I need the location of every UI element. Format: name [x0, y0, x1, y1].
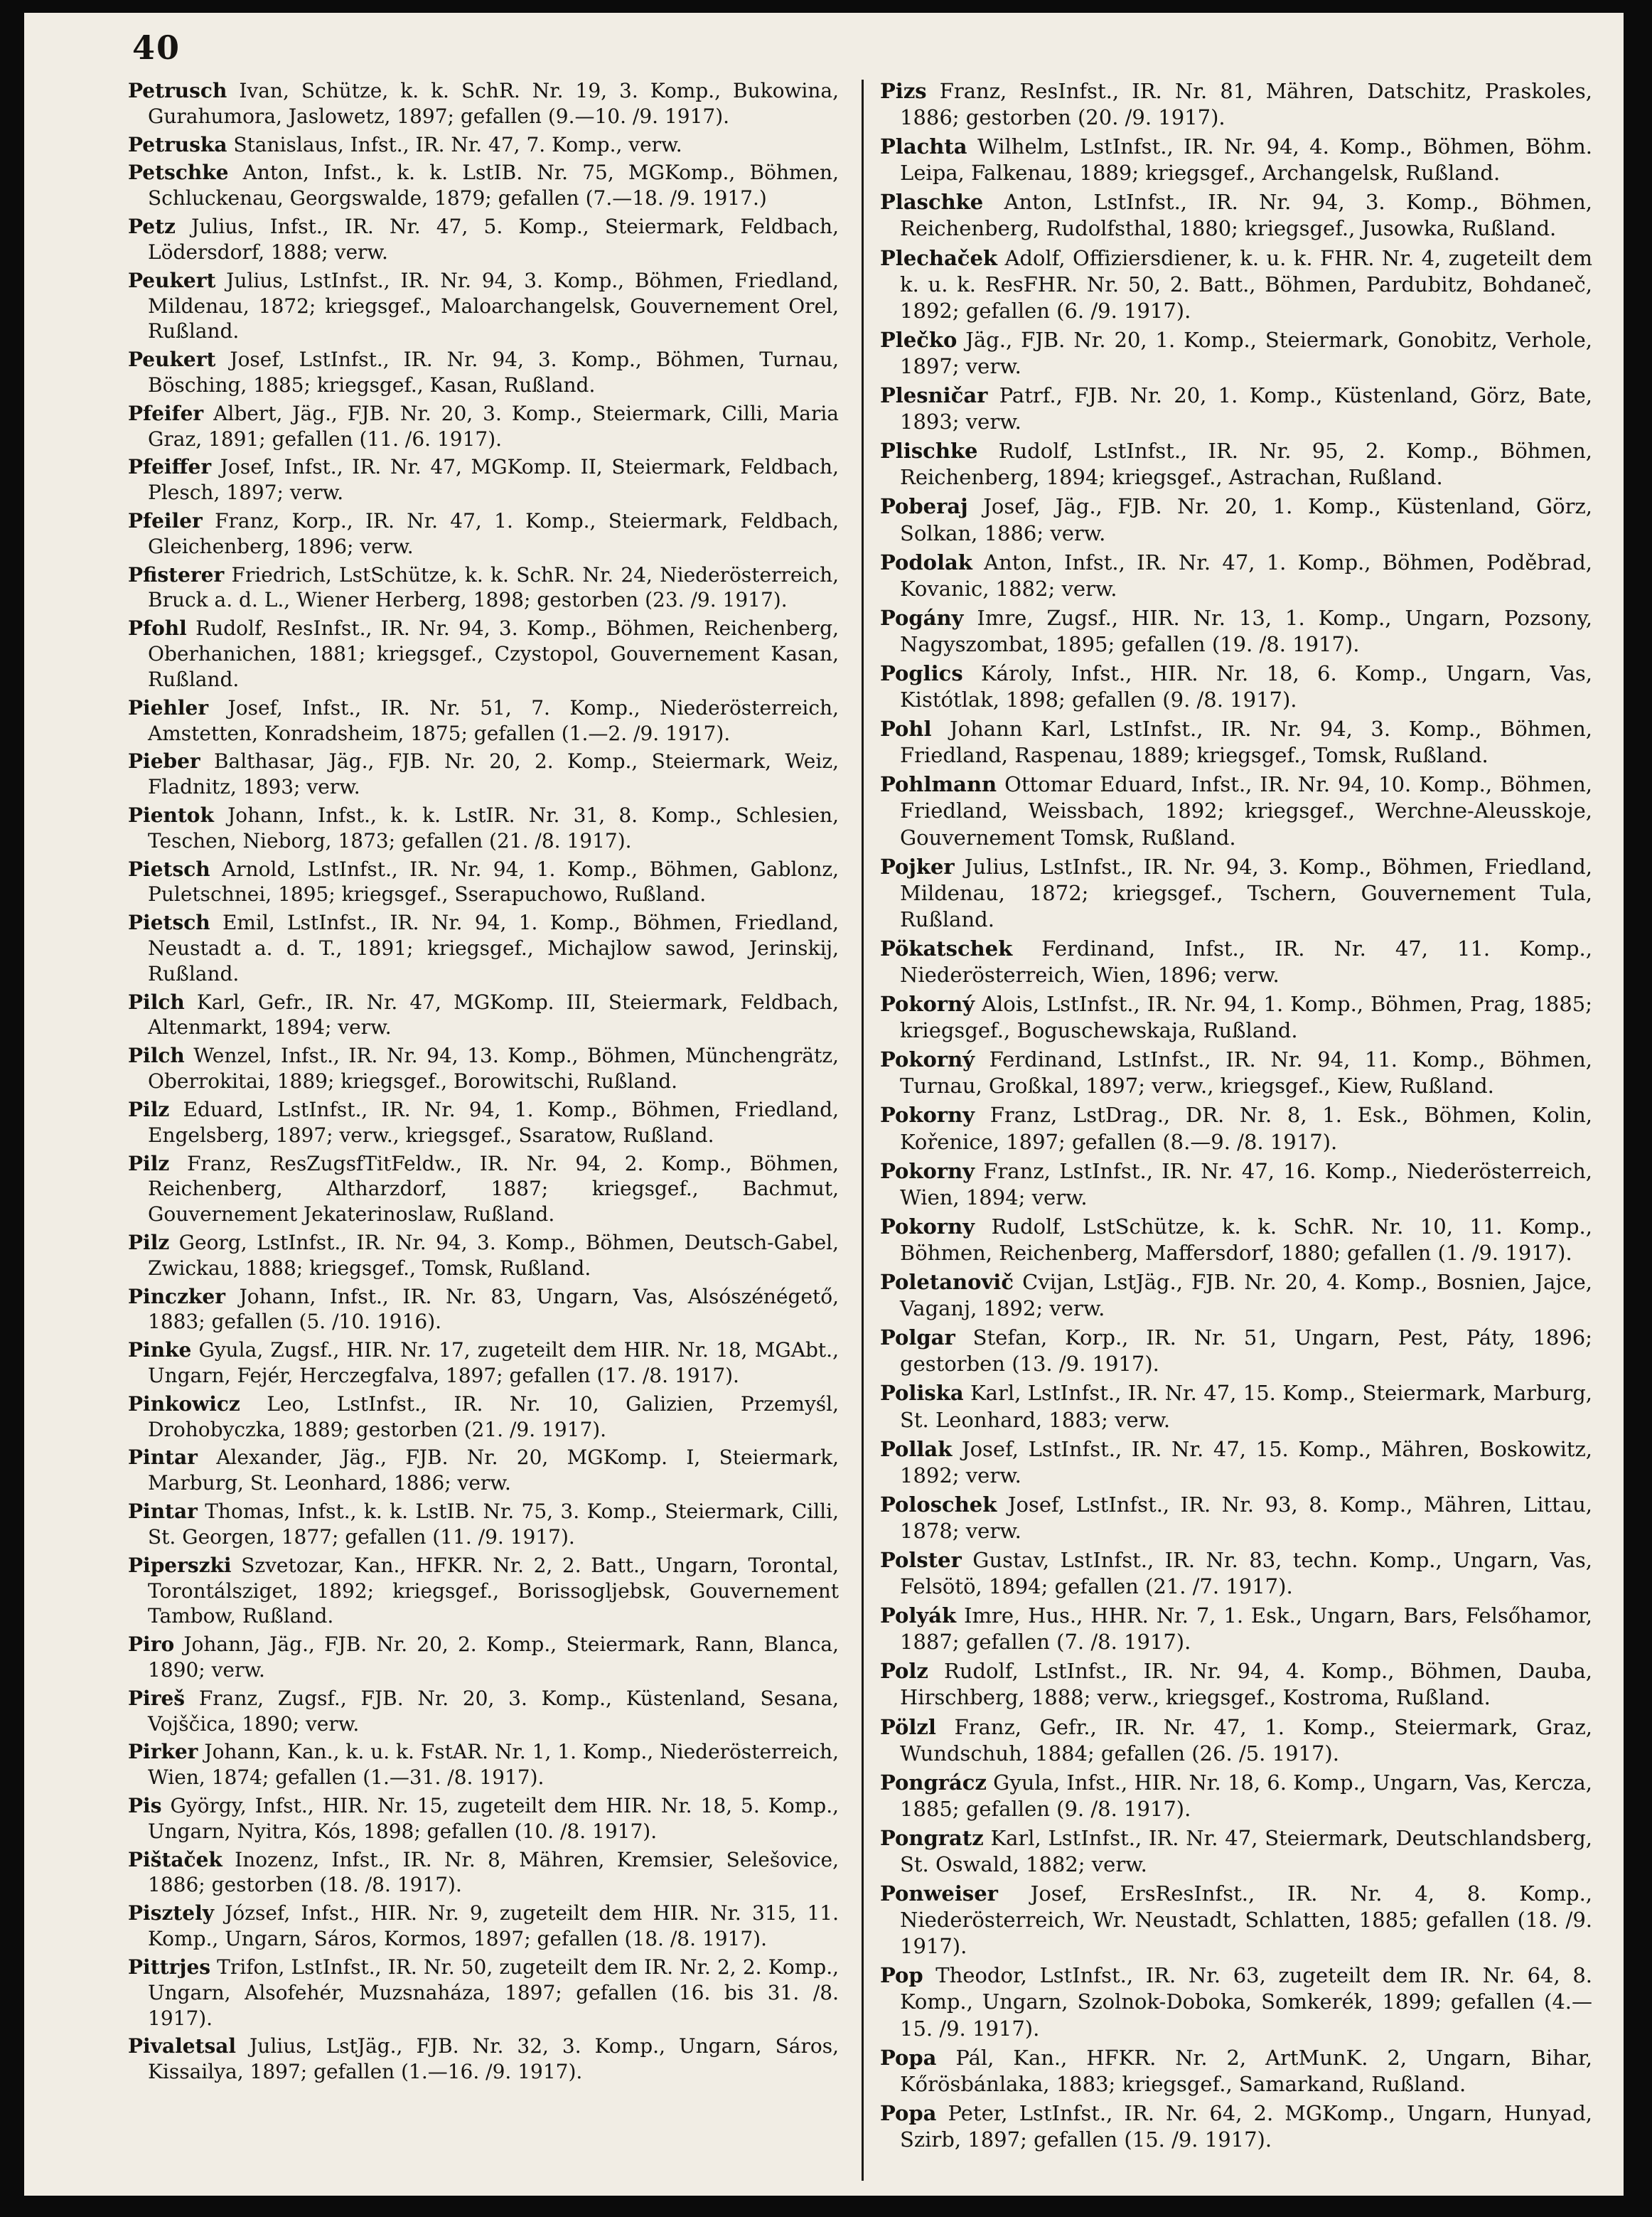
- list-entry: [128, 1793, 839, 1844]
- list-entry: [128, 1499, 839, 1550]
- list-entry: [880, 661, 1592, 713]
- entry-surname: Pokorný: [880, 992, 975, 1017]
- entry-surname: Pilz: [128, 1230, 170, 1254]
- entry-surname: Pokorny: [880, 1214, 975, 1239]
- list-entry: [880, 2100, 1592, 2153]
- entry-details: Inozenz, Infst., IR. Nr. 8, Mähren, Kremsier, Selešovice, 1886; gestorben (18. /8. 1917).: [148, 1847, 839, 1897]
- entry-surname: Pfohl: [128, 616, 187, 641]
- entry-surname: Pokorný: [880, 1047, 975, 1072]
- entry-details: Stefan, Korp., IR. Nr. 51, Ungarn, Pest, Páty, 1896; gestorben (13. /9. 1917).: [900, 1325, 1592, 1377]
- list-entry: [880, 1214, 1592, 1266]
- entry-surname: Polster: [880, 1547, 962, 1572]
- entry-details: Josef, Infst., IR. Nr. 51, 7. Komp., Niederösterreich, Amstetten, Konradsheim, 1875; gefallen (1.—2. /9. 1917).: [148, 695, 839, 745]
- entry-surname: Pokorny: [880, 1103, 975, 1128]
- list-entry: [880, 327, 1592, 380]
- entry-surname: Poliska: [880, 1381, 964, 1406]
- list-entry: [128, 1151, 839, 1227]
- entry-details: Julius, Infst., IR. Nr. 47, 5. Komp., Steiermark, Feldbach, Lödersdorf, 1888; verw.: [148, 215, 839, 264]
- entry-details: Thomas, Infst., k. k. LstIB. Nr. 75, 3. Komp., Steiermark, Cilli, St. Georgen, 1877; gefallen (11. /9. 1917).: [148, 1500, 839, 1549]
- entry-surname: Pölzl: [880, 1714, 936, 1739]
- entry-details: Eduard, LstInfst., IR. Nr. 94, 1. Komp., Böhmen, Friedland, Engelsberg, 1897; verw., kriegsgef., Ssaratow, Rußland.: [148, 1097, 839, 1147]
- list-entry: [128, 857, 839, 908]
- entry-details: Peter, LstInfst., IR. Nr. 64, 2. MGKomp., Ungarn, Hunyad, Szirb, 1897; gefallen (15. /9. 1917).: [900, 2100, 1592, 2152]
- list-entry: [128, 910, 839, 986]
- entry-surname: Polyák: [880, 1603, 957, 1628]
- list-entry: [128, 214, 839, 265]
- entry-surname: Pohl: [880, 717, 932, 742]
- entry-details: György, Infst., HIR. Nr. 15, zugeteilt dem HIR. Nr. 18, 5. Komp., Ungarn, Nyitra, Kós, 1898; gefallen (10. /8. 1917).: [148, 1794, 839, 1843]
- entry-details: Emil, LstInfst., IR. Nr. 94, 1. Komp., Böhmen, Friedland, Neustadt a. d. T., 1891; kriegsgef., Michajlow sawod, Jerinskij, Rußland.: [148, 911, 839, 985]
- list-entry: [880, 1881, 1592, 1960]
- entry-surname: Poberaj: [880, 494, 968, 519]
- entry-surname: Pinke: [128, 1338, 192, 1362]
- entry-details: Josef, Infst., IR. Nr. 47, MGKomp. II, Steiermark, Feldbach, Plesch, 1897; verw.: [148, 455, 839, 505]
- entry-surname: Plaschke: [880, 190, 984, 215]
- entry-surname: Pinczker: [128, 1284, 225, 1308]
- entry-surname: Pietsch: [128, 911, 210, 935]
- entry-details: Karl, LstInfst., IR. Nr. 47, 15. Komp., Steiermark, Marburg, St. Leonhard, 1883; verw.: [900, 1381, 1593, 1432]
- list-entry: [880, 245, 1592, 324]
- list-entry: [128, 616, 839, 692]
- entry-details: Josef, LstInfst., IR. Nr. 94, 3. Komp., Böhmen, Turnau, Bösching, 1885; kriegsgef., Kasan, Rußland.: [148, 348, 839, 397]
- entry-details: Karl, Gefr., IR. Nr. 47, MGKomp. III, Steiermark, Feldbach, Altenmarkt, 1894; verw.: [148, 990, 839, 1040]
- entry-surname: Polz: [880, 1659, 928, 1684]
- entry-surname: Ponweiser: [880, 1881, 998, 1906]
- list-entry: [128, 1337, 839, 1389]
- entry-details: Gustav, LstInfst., IR. Nr. 83, techn. Komp., Ungarn, Vas, Felsötö, 1894; gefallen (21. /7. 1917).: [900, 1547, 1593, 1599]
- entry-surname: Poglics: [880, 661, 963, 685]
- list-entry: [128, 803, 839, 854]
- entry-details: Albert, Jäg., FJB. Nr. 20, 3. Komp., Steiermark, Cilli, Maria Graz, 1891; gefallen (11. /6. 1917).: [148, 401, 839, 451]
- entry-surname: Petruska: [128, 132, 227, 156]
- entry-surname: Pilz: [128, 1151, 170, 1175]
- entry-details: Cvijan, LstJäg., FJB. Nr. 20, 4. Komp., Bosnien, Jajce, Vaganj, 1892; verw.: [900, 1270, 1593, 1321]
- list-entry: [128, 695, 839, 747]
- entry-details: Alois, LstInfst., IR. Nr. 94, 1. Komp., Böhmen, Prag, 1885; kriegsgef., Boguschewskaja, Rußland.: [900, 992, 1592, 1043]
- entry-details: Georg, LstInfst., IR. Nr. 94, 3. Komp., Böhmen, Deutsch-Gabel, Zwickau, 1888; kriegsgef., Tomsk, Rußland.: [148, 1230, 839, 1280]
- entry-details: Johann Karl, LstInfst., IR. Nr. 94, 3. Komp., Böhmen, Friedland, Raspenau, 1889; kriegsgef., Tomsk, Rußland.: [900, 717, 1593, 768]
- entry-surname: Piehler: [128, 695, 209, 720]
- entry-surname: Pilch: [128, 1044, 185, 1068]
- entry-details: Julius, LstInfst., IR. Nr. 94, 3. Komp., Böhmen, Friedland, Mildenau, 1872; kriegsgef., Tschern, Gouvernement Tula, Rußland.: [900, 854, 1593, 931]
- list-entry: [128, 1739, 839, 1790]
- page-number: 40: [132, 28, 181, 67]
- list-entry: [128, 160, 839, 211]
- entry-details: Franz, LstInfst., IR. Nr. 47, 16. Komp., Niederösterreich, Wien, 1894; verw.: [900, 1158, 1592, 1209]
- list-entry: [880, 716, 1592, 769]
- list-entry: [880, 1658, 1592, 1711]
- list-entry: [880, 78, 1592, 131]
- entry-details: Anton, Infst., k. k. LstIB. Nr. 75, MGKomp., Böhmen, Schluckenau, Georgswalde, 1879; gefallen (7.—18. /9. 1917.): [148, 161, 839, 210]
- entry-surname: Pittrjes: [128, 1955, 211, 1979]
- list-entry: [880, 438, 1592, 491]
- right-column: [880, 78, 1592, 2156]
- entry-surname: Pop: [880, 1963, 923, 1988]
- entry-details: Rudolf, LstInfst., IR. Nr. 95, 2. Komp., Böhmen, Reichenberg, 1894; kriegsgef., Astrachan, Rußland.: [900, 439, 1593, 490]
- entry-surname: Petschke: [128, 161, 229, 185]
- entry-surname: Pökatschek: [880, 936, 1013, 961]
- entry-details: Josef, ErsResInfst., IR. Nr. 4, 8. Komp., Niederösterreich, Wr. Neustadt, Schlatten, 1885; gefallen (18. /9. 1917).: [900, 1881, 1593, 1959]
- entry-details: Imre, Hus., HHR. Nr. 7, 1. Esk., Ungarn, Bars, Felsőhamor, 1887; gefallen (7. /8. 1917).: [900, 1603, 1593, 1655]
- entry-details: Franz, ResInfst., IR. Nr. 81, Mähren, Datschitz, Praskoles, 1886; gestorben (20. /9. 1917).: [900, 79, 1593, 130]
- entry-surname: Pizs: [880, 79, 927, 103]
- entry-surname: Pis: [128, 1794, 162, 1817]
- entry-details: Leo, LstInfst., IR. Nr. 10, Galizien, Przemyśl, Drohobyczka, 1889; gestorben (21. /9. 1917).: [148, 1391, 839, 1441]
- list-entry: [880, 1269, 1592, 1322]
- entry-surname: Pinkowicz: [128, 1391, 240, 1416]
- list-entry: [128, 454, 839, 506]
- entry-details: Ferdinand, LstInfst., IR. Nr. 94, 11. Komp., Böhmen, Turnau, Großkal, 1897; verw., kriegsgef., Kiew, Rußland.: [900, 1047, 1593, 1099]
- entry-details: Johann, Infst., k. k. LstIR. Nr. 31, 8. Komp., Schlesien, Teschen, Nieborg, 1873; gefallen (21. /8. 1917).: [148, 803, 839, 853]
- list-entry: [880, 1325, 1592, 1377]
- list-entry: [880, 1603, 1592, 1655]
- list-entry: [128, 1284, 839, 1335]
- entry-surname: Pohlmann: [880, 772, 997, 797]
- list-entry: [128, 1686, 839, 1737]
- entry-details: Patrf., FJB. Nr. 20, 1. Komp., Küstenland, Görz, Bate, 1893; verw.: [900, 383, 1592, 434]
- entry-details: Ivan, Schütze, k. k. SchR. Nr. 19, 3. Komp., Bukowina, Gurahumora, Jaslowetz, 1897; gefallen (9.—10. /9. 1917).: [148, 79, 839, 128]
- entry-details: Anton, LstInfst., IR. Nr. 94, 3. Komp., Böhmen, Reichenberg, Rudolfsthal, 1880; kriegsgef., Jusowka, Rußland.: [900, 190, 1592, 241]
- entry-details: Jäg., FJB. Nr. 20, 1. Komp., Steiermark, Gonobitz, Verhole, 1897; verw.: [900, 327, 1592, 378]
- entry-surname: Plachta: [880, 134, 967, 159]
- list-entry: [128, 1847, 839, 1898]
- entry-details: Pál, Kan., HFKR. Nr. 2, ArtMunK. 2, Ungarn, Bihar, Kőrösbánlaka, 1883; kriegsgef., Samarkand, Rußland.: [900, 2045, 1593, 2096]
- entry-details: Arnold, LstInfst., IR. Nr. 94, 1. Komp., Böhmen, Gablonz, Puletschnei, 1895; kriegsgef., Sserapuchowo, Rußland.: [148, 857, 839, 907]
- entry-surname: Poletanovič: [880, 1270, 1014, 1295]
- list-entry: [880, 189, 1592, 242]
- entry-details: Julius, LstJäg., FJB. Nr. 32, 3. Komp., Ungarn, Sáros, Kissailya, 1897; gefallen (1.—16. /9. 1917).: [148, 2034, 839, 2084]
- list-entry: [880, 493, 1592, 546]
- entry-surname: Piperszki: [128, 1553, 232, 1577]
- list-entry: [880, 1825, 1592, 1878]
- list-entry: [128, 1553, 839, 1629]
- list-entry: [880, 134, 1592, 186]
- entry-details: Trifon, LstInfst., IR. Nr. 50, zugeteilt dem IR. Nr. 2, 2. Komp., Ungarn, Alsofehér, Muzsnaháza, 1897; gefallen (16. bis 31. /8. 1917).: [148, 1955, 839, 2030]
- left-column: [128, 78, 839, 2088]
- entry-details: Franz, Gefr., IR. Nr. 47, 1. Komp., Steiermark, Graz, Wundschuh, 1884; gefallen (26. /5. 1917).: [900, 1714, 1592, 1765]
- entry-surname: Pfeiler: [128, 509, 203, 533]
- entry-details: Karl, LstInfst., IR. Nr. 47, Steiermark, Deutschlandsberg, St. Oswald, 1882; verw.: [900, 1825, 1592, 1876]
- list-entry: [880, 2045, 1592, 2098]
- list-entry: [128, 132, 839, 158]
- entry-surname: Pojker: [880, 854, 955, 879]
- entry-surname: Pfeifer: [128, 401, 204, 425]
- entry-details: Franz, Korp., IR. Nr. 47, 1. Komp., Steiermark, Feldbach, Gleichenberg, 1896; verw.: [148, 509, 839, 558]
- entry-surname: Piro: [128, 1633, 175, 1657]
- list-entry: [880, 383, 1592, 435]
- entry-details: Josef, LstInfst., IR. Nr. 93, 8. Komp., Mähren, Littau, 1878; verw.: [900, 1492, 1593, 1543]
- list-entry: [880, 1547, 1592, 1600]
- entry-surname: Plischke: [880, 439, 978, 464]
- entry-surname: Plechaček: [880, 245, 998, 270]
- entry-details: Friedrich, LstSchütze, k. k. SchR. Nr. 24, Niederösterreich, Bruck a. d. L., Wiener Herberg, 1898; gestorben (23. /9. 1917).: [148, 562, 839, 612]
- entry-details: Anton, Infst., IR. Nr. 47, 1. Komp., Böhmen, Poděbrad, Kovanic, 1882; verw.: [900, 550, 1593, 601]
- entry-details: Rudolf, LstSchütze, k. k. SchR. Nr. 10, 11. Komp., Böhmen, Reichenberg, Maffersdorf, 1880; gefallen (1. /9. 1917).: [900, 1214, 1592, 1265]
- entry-surname: Pisztely: [128, 1901, 215, 1925]
- entry-surname: Pfisterer: [128, 562, 225, 587]
- list-entry: [128, 1955, 839, 2031]
- entry-surname: Pongratz: [880, 1825, 984, 1850]
- list-entry: [128, 1230, 839, 1281]
- entry-surname: Pilch: [128, 990, 185, 1014]
- list-entry: [880, 991, 1592, 1044]
- list-entry: [128, 1391, 839, 1443]
- list-entry: [128, 2034, 839, 2085]
- list-entry: [128, 562, 839, 614]
- entry-details: Károly, Infst., HIR. Nr. 18, 6. Komp., Ungarn, Vas, Kistótlak, 1898; gefallen (9. /8. 1917).: [900, 661, 1592, 712]
- entry-details: Theodor, LstInfst., IR. Nr. 63, zugeteilt dem IR. Nr. 64, 8. Komp., Ungarn, Szolnok-Doboka, Somkerék, 1899; gefallen (4.—15. /9. 1917).: [900, 1963, 1592, 2041]
- entry-surname: Pilz: [128, 1097, 170, 1121]
- list-entry: [128, 347, 839, 398]
- entry-surname: Pietsch: [128, 857, 210, 881]
- entry-surname: Petrusch: [128, 79, 227, 102]
- list-entry: [880, 936, 1592, 988]
- list-entry: [128, 508, 839, 560]
- list-entry: [128, 78, 839, 129]
- entry-surname: Pireš: [128, 1686, 186, 1710]
- entry-details: Stanislaus, Infst., IR. Nr. 47, 7. Komp., verw.: [233, 132, 682, 156]
- entry-details: Johann, Kan., k. u. k. FstAR. Nr. 1, 1. Komp., Niederösterreich, Wien, 1874; gefallen (1.—31. /8. 1917).: [148, 1740, 839, 1790]
- entry-surname: Pollak: [880, 1436, 953, 1461]
- entry-surname: Pokorny: [880, 1158, 975, 1183]
- entry-surname: Pintar: [128, 1500, 198, 1524]
- entry-surname: Pivaletsal: [128, 2034, 237, 2058]
- entry-details: Franz, Zugsf., FJB. Nr. 20, 3. Komp., Küstenland, Sesana, Vojščica, 1890; verw.: [148, 1686, 840, 1736]
- entry-surname: Pieber: [128, 749, 200, 774]
- list-entry: [128, 749, 839, 800]
- entry-surname: Peukert: [128, 348, 216, 372]
- entry-details: Ottomar Eduard, Infst., IR. Nr. 94, 10. Komp., Böhmen, Friedland, Weissbach, 1892; kriegsgef., Werchne-Aleusskoje, Gouvernement Tomsk, Rußland.: [900, 772, 1593, 850]
- entry-details: Franz, LstDrag., DR. Nr. 8, 1. Esk., Böhmen, Kolin, Kořenice, 1897; gefallen (8.—9. /8. 1917).: [900, 1103, 1592, 1154]
- column-divider: [862, 80, 864, 2181]
- entry-details: Julius, LstInfst., IR. Nr. 94, 3. Komp., Böhmen, Friedland, Mildenau, 1872; kriegsgef., Maloarchangelsk, Gouvernement Orel, Rußland.: [148, 268, 840, 343]
- list-entry: [128, 990, 839, 1041]
- entry-details: Johann, Infst., IR. Nr. 83, Ungarn, Vas, Alsószénégető, 1883; gefallen (5. /10. 1916).: [148, 1284, 839, 1334]
- entry-surname: Pientok: [128, 803, 214, 827]
- entry-details: Imre, Zugsf., HIR. Nr. 13, 1. Komp., Ungarn, Pozsony, Nagyszombat, 1895; gefallen (19. /8. 1917).: [900, 605, 1593, 656]
- entry-details: Josef, Jäg., FJB. Nr. 20, 1. Komp., Küstenland, Görz, Solkan, 1886; verw.: [900, 494, 1593, 545]
- entry-details: Franz, ResZugsfTitFeldw., IR. Nr. 94, 2. Komp., Böhmen, Reichenberg, Altharzdorf, 1887; kriegsgef., Bachmut, Gouvernement Jekaterinoslaw, Rußland.: [148, 1151, 839, 1227]
- entry-surname: Pirker: [128, 1740, 198, 1764]
- entry-surname: Polgar: [880, 1325, 955, 1350]
- entry-surname: Poloschek: [880, 1492, 997, 1517]
- entry-details: Ferdinand, Infst., IR. Nr. 47, 11. Komp., Niederösterreich, Wien, 1896; verw.: [900, 936, 1592, 987]
- entry-surname: Pištaček: [128, 1847, 222, 1871]
- entry-details: Gyula, Zugsf., HIR. Nr. 17, zugeteilt dem HIR. Nr. 18, MGAbt., Ungarn, Fejér, Herczegfalva, 1897; gefallen (17. /8. 1917).: [148, 1338, 839, 1387]
- list-entry: [128, 268, 839, 344]
- list-entry: [880, 1158, 1592, 1211]
- entry-details: Rudolf, LstInfst., IR. Nr. 94, 4. Komp., Böhmen, Dauba, Hirschberg, 1888; verw., kriegsgef., Kostroma, Rußland.: [900, 1659, 1592, 1710]
- entry-surname: Pintar: [128, 1446, 198, 1470]
- entry-surname: Podolak: [880, 550, 972, 575]
- entry-surname: Pongrácz: [880, 1770, 987, 1795]
- entry-surname: Popa: [880, 2100, 937, 2125]
- list-entry: [880, 854, 1592, 933]
- entry-details: Josef, LstInfst., IR. Nr. 47, 15. Komp., Mähren, Boskowitz, 1892; verw.: [900, 1436, 1593, 1487]
- list-entry: [880, 1047, 1592, 1099]
- list-entry: [880, 1492, 1592, 1544]
- list-entry: [880, 771, 1592, 850]
- entry-details: Wilhelm, LstInfst., IR. Nr. 94, 4. Komp., Böhmen, Böhm. Leipa, Falkenau, 1889; kriegsgef., Archangelsk, Rußland.: [900, 134, 1593, 186]
- list-entry: [128, 401, 839, 452]
- entry-surname: Pogány: [880, 605, 964, 630]
- entry-details: Gyula, Infst., HIR. Nr. 18, 6. Komp., Ungarn, Vas, Kercza, 1885; gefallen (9. /8. 1917).: [900, 1770, 1593, 1821]
- list-entry: [128, 1901, 839, 1952]
- entry-surname: Pfeiffer: [128, 455, 212, 479]
- entry-surname: Petz: [128, 215, 176, 239]
- list-entry: [128, 1043, 839, 1094]
- entry-details: Rudolf, ResInfst., IR. Nr. 94, 3. Komp., Böhmen, Reichenberg, Oberhanichen, 1881; kriegsgef., Czystopol, Gouvernement Kasan, Rußland.: [148, 616, 839, 691]
- entry-details: Szvetozar, Kan., HFKR. Nr. 2, 2. Batt., Ungarn, Torontal, Torontálsziget, 1892; kriegsgef., Borissogljebsk, Gouvernement Tambow, Rußland.: [148, 1553, 839, 1628]
- list-entry: [880, 1962, 1592, 2041]
- entry-surname: Peukert: [128, 268, 216, 292]
- entry-details: Alexander, Jäg., FJB. Nr. 20, MGKomp. I, Steiermark, Marburg, St. Leonhard, 1886; verw.: [148, 1446, 839, 1495]
- entry-details: Johann, Jäg., FJB. Nr. 20, 2. Komp., Steiermark, Rann, Blanca, 1890; verw.: [148, 1633, 840, 1682]
- entry-details: Adolf, Offiziersdiener, k. u. k. FHR. Nr. 4, zugeteilt dem k. u. k. ResFHR. Nr. 50, 2. Batt., Böhmen, Pardubitz, Bohdaneč, 1892; gefallen (6. /9. 1917).: [900, 245, 1593, 323]
- list-entry: [880, 1102, 1592, 1155]
- entry-details: József, Infst., HIR. Nr. 9, zugeteilt dem HIR. Nr. 315, 11. Komp., Ungarn, Sáros, Kormos, 1897; gefallen (18. /8. 1917).: [148, 1901, 839, 1951]
- list-entry: [128, 1632, 839, 1683]
- list-entry: [880, 1380, 1592, 1433]
- list-entry: [880, 1714, 1592, 1767]
- entry-details: Wenzel, Infst., IR. Nr. 94, 13. Komp., Böhmen, Münchengrätz, Oberrokitai, 1889; kriegsgef., Borowitschi, Rußland.: [148, 1044, 840, 1094]
- list-entry: [128, 1097, 839, 1148]
- list-entry: [880, 1770, 1592, 1822]
- entry-surname: Plečko: [880, 327, 958, 352]
- list-entry: [880, 1436, 1592, 1489]
- entry-details: Balthasar, Jäg., FJB. Nr. 20, 2. Komp., Steiermark, Weiz, Fladnitz, 1893; verw.: [148, 749, 839, 799]
- entry-surname: Popa: [880, 2045, 937, 2070]
- entry-surname: Plesničar: [880, 383, 988, 408]
- list-entry: [128, 1445, 839, 1496]
- list-entry: [880, 605, 1592, 658]
- list-entry: [880, 550, 1592, 602]
